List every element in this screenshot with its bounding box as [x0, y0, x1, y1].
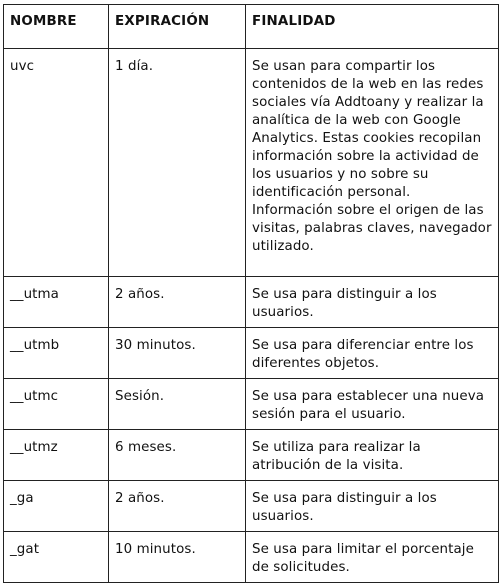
- cookie-name: __utmz: [4, 430, 109, 481]
- cookie-purpose: Se usa para distinguir a los usuarios.: [246, 481, 499, 532]
- table-row: [4, 430, 499, 481]
- cookie-name: __utma: [4, 277, 109, 328]
- table-row: [4, 379, 499, 430]
- cookie-expiration: 2 años.: [109, 481, 246, 532]
- cookie-name: __utmc: [4, 379, 109, 430]
- cookie-name: _ga: [4, 481, 109, 532]
- cookie-name: _gat: [4, 532, 109, 583]
- cookie-name: __utmb: [4, 328, 109, 379]
- cookie-table: [3, 4, 499, 583]
- header-purpose: FINALIDAD: [246, 5, 499, 49]
- cookie-expiration: 2 años.: [109, 277, 246, 328]
- cookie-purpose: Se usan para compartir los contenidos de la web en las redes sociales vía Addtoany y realizar la analítica de la web con Google Analytics. Estas cookies recopilan información sobre la actividad de los usuarios y no sobre su identificación personal. Información sobre el origen de las visitas, palabras claves, navegador utilizado.: [246, 49, 499, 277]
- table-row: [4, 328, 499, 379]
- cookie-expiration: Sesión.: [109, 379, 246, 430]
- table-header: [4, 5, 499, 49]
- cookie-expiration: 6 meses.: [109, 430, 246, 481]
- table-row: [4, 277, 499, 328]
- cookie-purpose: Se usa para diferenciar entre los diferentes objetos.: [246, 328, 499, 379]
- cookie-purpose: Se usa para distinguir a los usuarios.: [246, 277, 499, 328]
- cookie-expiration: 30 minutos.: [109, 328, 246, 379]
- table-body: [4, 49, 499, 583]
- cookie-expiration: 1 día.: [109, 49, 246, 277]
- cookie-name: uvc: [4, 49, 109, 277]
- cookie-purpose: Se usa para limitar el porcentaje de solicitudes.: [246, 532, 499, 583]
- table-row: [4, 532, 499, 583]
- header-row: [4, 5, 499, 49]
- header-expiration: EXPIRACIÓN: [109, 5, 246, 49]
- cookie-expiration: 10 minutos.: [109, 532, 246, 583]
- table-row: [4, 49, 499, 277]
- table-row: [4, 481, 499, 532]
- cookie-purpose: Se utiliza para realizar la atribución de la visita.: [246, 430, 499, 481]
- header-name: NOMBRE: [4, 5, 109, 49]
- cookie-purpose: Se usa para establecer una nueva sesión para el usuario.: [246, 379, 499, 430]
